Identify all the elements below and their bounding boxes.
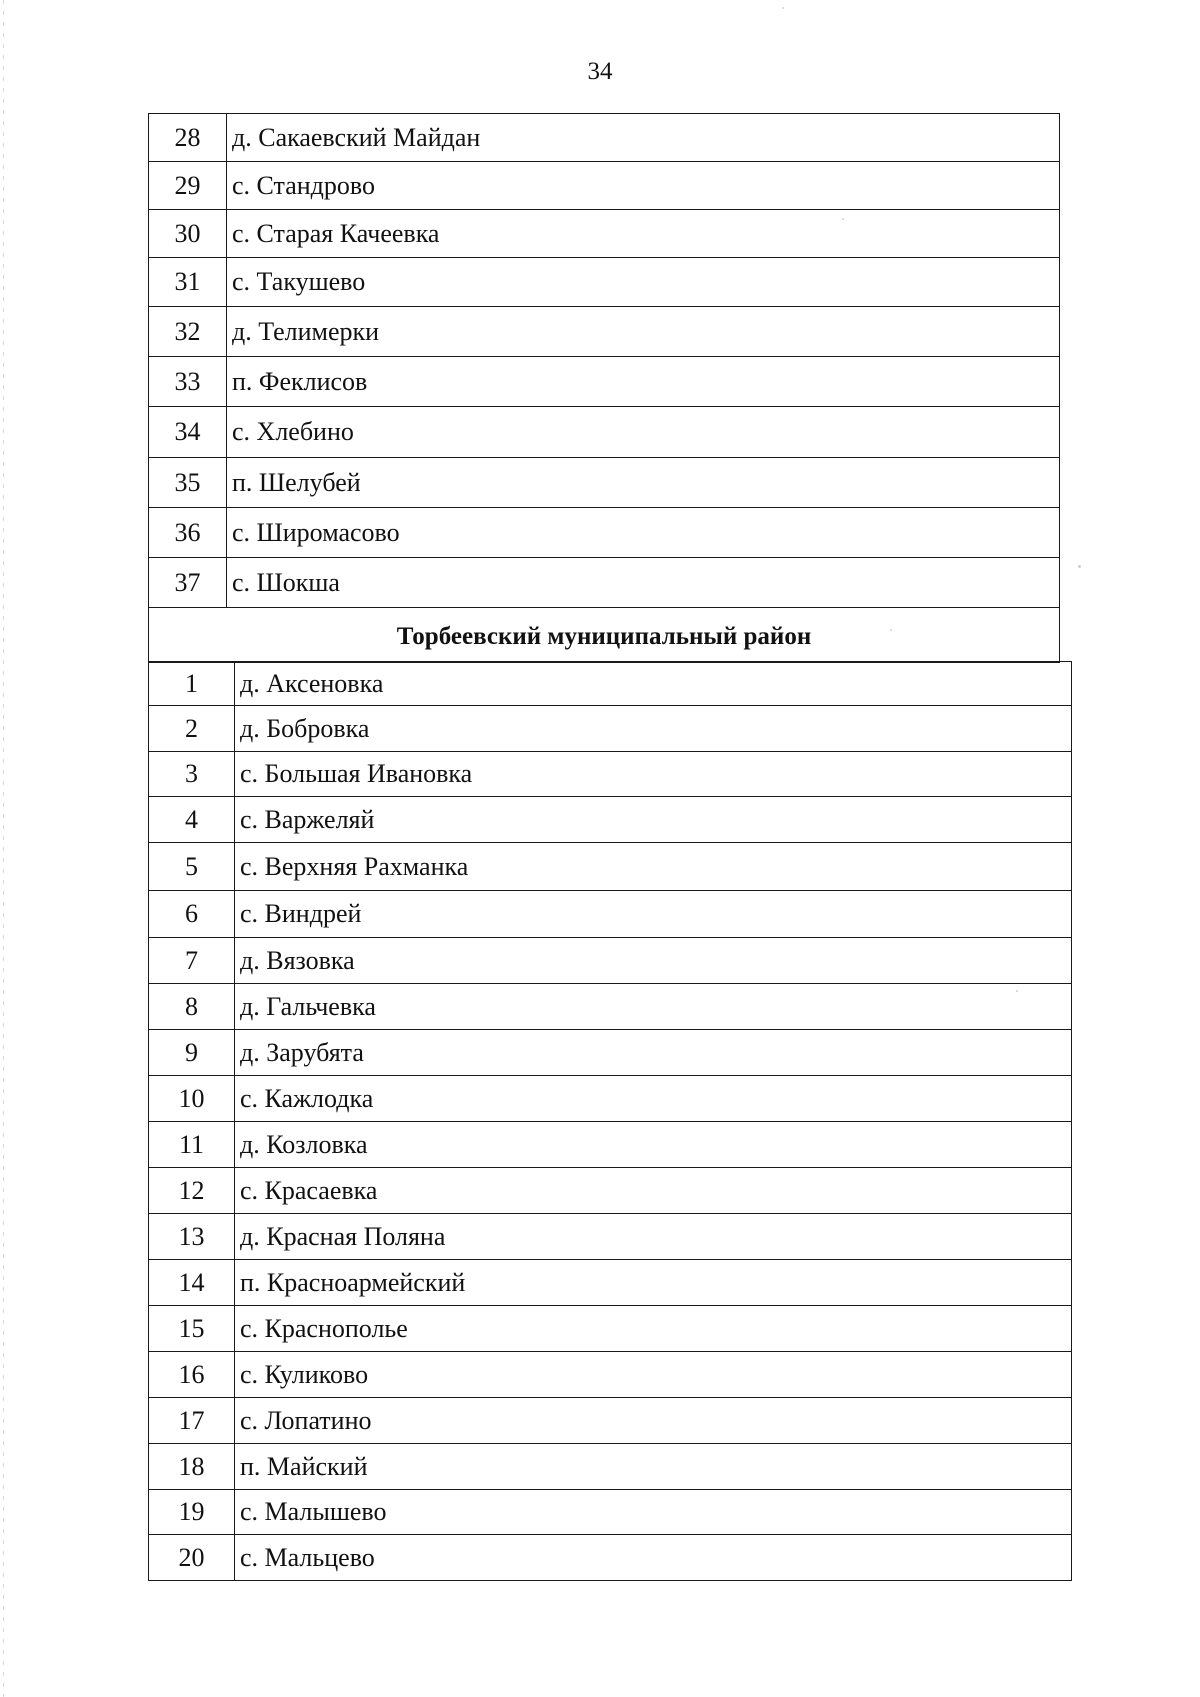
table-row	[149, 307, 1060, 357]
section-heading-row	[149, 608, 1060, 663]
table-row	[149, 662, 1072, 706]
row-number: 19	[149, 1490, 235, 1535]
scan-speck	[842, 218, 844, 220]
row-number: 36	[149, 508, 227, 558]
settlement-name: с. Куликово	[235, 1352, 1072, 1398]
row-number: 16	[149, 1352, 235, 1398]
settlement-name: с. Хлебино	[227, 407, 1060, 458]
row-number: 4	[149, 797, 235, 843]
table-row	[149, 1122, 1072, 1168]
row-number: 37	[149, 558, 227, 608]
settlement-name: п. Красноармейский	[235, 1260, 1072, 1306]
table-row	[149, 1168, 1072, 1214]
table-row	[149, 1260, 1072, 1306]
settlement-name: д. Аксеновка	[235, 662, 1072, 706]
row-number: 14	[149, 1260, 235, 1306]
scan-speck	[1016, 990, 1018, 992]
table-row	[149, 458, 1060, 508]
table-row	[149, 114, 1060, 162]
table-row	[149, 407, 1060, 458]
table-row	[149, 1352, 1072, 1398]
settlement-name: д. Зарубята	[235, 1030, 1072, 1076]
row-number: 34	[149, 407, 227, 458]
table-row	[149, 258, 1060, 307]
settlement-name: д. Красная Поляна	[235, 1214, 1072, 1260]
table-row	[149, 891, 1072, 938]
settlement-name: п. Феклисов	[227, 357, 1060, 407]
table-row	[149, 797, 1072, 843]
row-number: 28	[149, 114, 227, 162]
settlement-name: с. Мальцево	[235, 1535, 1072, 1581]
row-number: 7	[149, 938, 235, 984]
settlement-name: с. Лопатино	[235, 1398, 1072, 1444]
table-row	[149, 938, 1072, 984]
settlements-table-continued	[148, 113, 1060, 663]
scan-speck	[1078, 565, 1081, 568]
settlement-name: с. Старая Качеевка	[227, 210, 1060, 258]
table-row	[149, 508, 1060, 558]
scan-edge-marks	[3, 0, 4, 1697]
settlement-name: с. Виндрей	[235, 891, 1072, 938]
row-number: 31	[149, 258, 227, 307]
settlement-name: п. Шелубей	[227, 458, 1060, 508]
table-row	[149, 706, 1072, 752]
settlement-name: д. Бобровка	[235, 706, 1072, 752]
table-row	[149, 210, 1060, 258]
row-number: 17	[149, 1398, 235, 1444]
settlement-name: с. Малышево	[235, 1490, 1072, 1535]
row-number: 15	[149, 1306, 235, 1352]
row-number: 1	[149, 662, 235, 706]
scan-speck	[890, 629, 892, 631]
section-heading: Торбеевский муниципальный район	[149, 608, 1060, 663]
table-row	[149, 357, 1060, 407]
settlement-name: д. Гальчевка	[235, 984, 1072, 1030]
table-row	[149, 558, 1060, 608]
row-number: 8	[149, 984, 235, 1030]
row-number: 2	[149, 706, 235, 752]
settlement-name: с. Кажлодка	[235, 1076, 1072, 1122]
settlement-name: д. Телимерки	[227, 307, 1060, 357]
settlement-name: с. Варжеляй	[235, 797, 1072, 843]
row-number: 5	[149, 843, 235, 891]
settlement-name: д. Сакаевский Майдан	[227, 114, 1060, 162]
settlement-name: д. Вязовка	[235, 938, 1072, 984]
table-row	[149, 1398, 1072, 1444]
table-row	[149, 843, 1072, 891]
table-row	[149, 1444, 1072, 1490]
scan-speck	[782, 7, 784, 9]
settlement-name: с. Стандрово	[227, 162, 1060, 210]
row-number: 12	[149, 1168, 235, 1214]
settlements-table-torbeevsky	[148, 661, 1072, 1581]
row-number: 32	[149, 307, 227, 357]
row-number: 9	[149, 1030, 235, 1076]
table-row	[149, 1076, 1072, 1122]
settlement-name: с. Верхняя Рахманка	[235, 843, 1072, 891]
table-row	[149, 1306, 1072, 1352]
settlement-name: д. Козловка	[235, 1122, 1072, 1168]
table-row	[149, 752, 1072, 797]
row-number: 20	[149, 1535, 235, 1581]
settlement-name: с. Красаевка	[235, 1168, 1072, 1214]
table-row	[149, 1535, 1072, 1581]
row-number: 10	[149, 1076, 235, 1122]
table-row	[149, 1490, 1072, 1535]
table-row	[149, 1214, 1072, 1260]
settlement-name: с. Большая Ивановка	[235, 752, 1072, 797]
row-number: 33	[149, 357, 227, 407]
page-number: 34	[587, 58, 613, 85]
row-number: 18	[149, 1444, 235, 1490]
table-row	[149, 1030, 1072, 1076]
row-number: 6	[149, 891, 235, 938]
row-number: 3	[149, 752, 235, 797]
settlement-name: с. Такушево	[227, 258, 1060, 307]
row-number: 11	[149, 1122, 235, 1168]
row-number: 35	[149, 458, 227, 508]
settlement-name: п. Майский	[235, 1444, 1072, 1490]
row-number: 29	[149, 162, 227, 210]
row-number: 13	[149, 1214, 235, 1260]
settlement-name: с. Краснополье	[235, 1306, 1072, 1352]
row-number: 30	[149, 210, 227, 258]
table-row	[149, 162, 1060, 210]
settlement-name: с. Шокша	[227, 558, 1060, 608]
settlement-name: с. Широмасово	[227, 508, 1060, 558]
table-row	[149, 984, 1072, 1030]
